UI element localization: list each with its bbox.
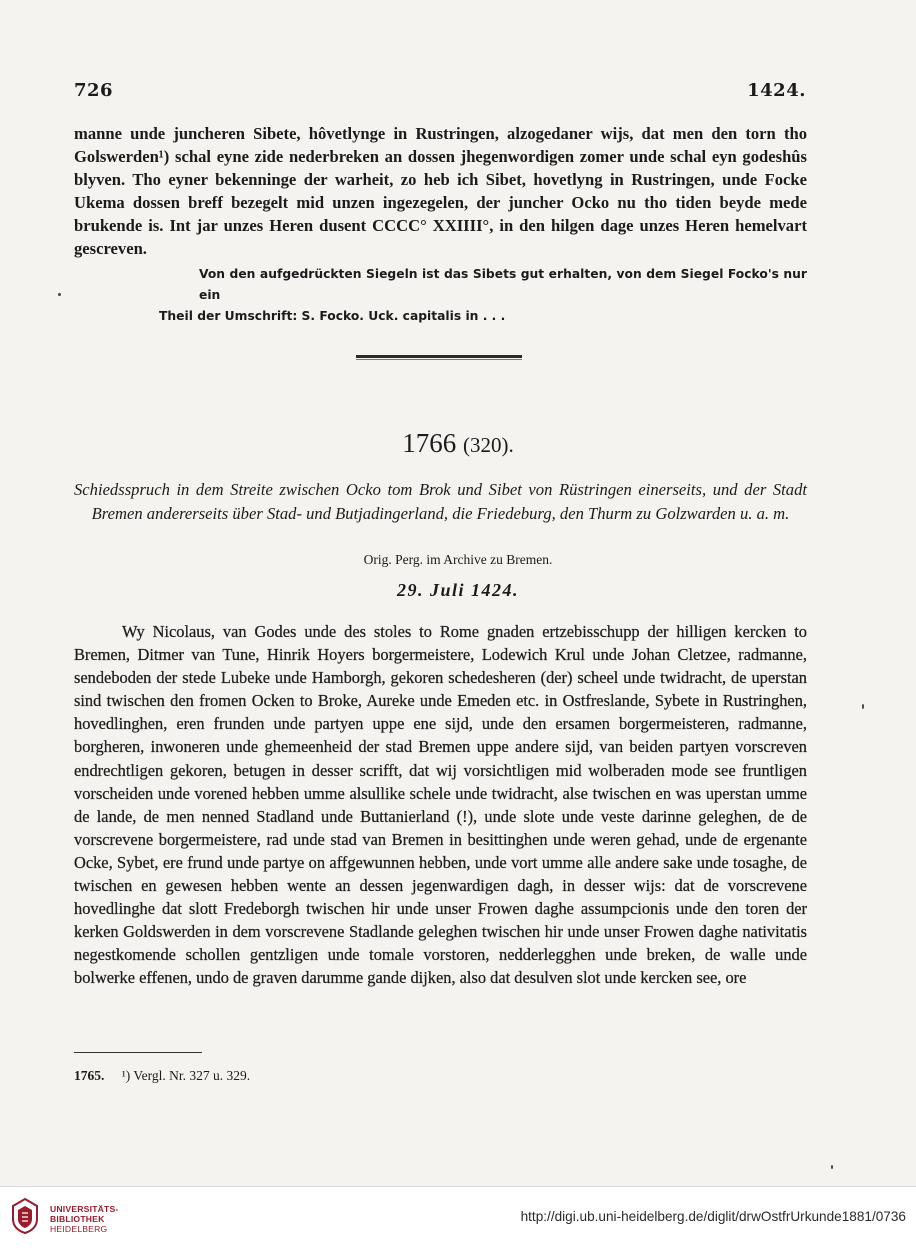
library-name-line-2: BIBLIOTHEK [50,1214,105,1224]
footnote-text: ¹) Vergl. Nr. 327 u. 329. [121,1068,251,1083]
section-separator [356,355,522,358]
seal-note-line-2: Theil der Umschrift: S. Focko. Uck. capitalis in . . . [159,309,506,323]
footnote [74,1068,250,1084]
library-name-line-1: UNIVERSITÄTS- [50,1204,119,1214]
scan-speck [862,704,864,709]
document-source: Orig. Perg. im Archive zu Bremen. [363,552,553,567]
document-number [0,428,916,459]
document-number-alt: (320). [463,433,514,457]
document-summary: Schiedsspruch in dem Streite zwischen Ocko tom Brok und Sibet von Rüstringen einerseits, und der Stadt Bremen andererseits über Stad- und Butjadingerland, die Friedeburg, den Thurm zu Golzwarden u. a. m. [74,480,807,523]
document-number-main: 1766 [402,428,457,458]
permalink-url[interactable]: http://digi.ub.uni-heidelberg.de/diglit/drwOstfrUrkunde1881/0736 [520,1209,906,1224]
seal-note [74,264,807,327]
page-number: 726 [74,80,114,101]
library-name [50,1204,119,1234]
library-name-line-3: HEIDELBERG [50,1224,108,1234]
footnote-rule [74,1052,202,1053]
library-seal-icon [10,1197,40,1235]
viewer-footer [0,1186,916,1251]
main-paragraph: Wy Nicolaus, van Godes unde des stoles to Rome gnaden ertzebisschupp der hilligen kercken to Bremen, Ditmer van Tune, Hinrik Hoyers borgermeistere, Lodewich Krul unde Johan Cletzee, radmanne, sendeboden der stede Lubeke unde Hamborgh, gekoren schedesheren (der) scheel unde twidracht, de uperstan sind twischen den fromen Ocken to Broke, Aureke unde Emeden etc. in Ostfreslande, Sybete in Rustringhen, hovedlinghen, eren frunden unde partyen uppe ene sijd, unde den ersamen borgermeisteren, radmanne, borgheren, inwoneren unde ghemeenheid der stad Bremen uppe andere sijd, van beiden partyen vorscreven endrechtligen gekoren, betugen in desser scrifft, dat wij vorsichtligen mid wolberaden mode see fruntligen vorscheiden unde vorened hebben umme alsullike schele unde twidracht, alse twischen en was uperstan umme de lande, de men nenned Stadland unde Buttanierland (!), unde slote unde veste darinne geleghen, de de vorscrevene borgermeistere, rad unde stad van Bremen in besittinghen unde weren gehad, unde de ergenante Ocke, Sybet, ere frund unde partye on affgewunnen hebben, unde vort umme alle andere sake unde tosaghe, de twischen en gewesen hebben wente an dessen jegenwardigen dagh, in desser wijs: dat de vorscrevene hovedlinghe dat slott Fredeborgh twischen hir unde unser Frowen daghe assumpcionis unde den toren der kerken Goldswerden in dem vorscrevene Stadlande geleghen twischen hir unde unser Frowen daghe nativitatis negestkomende schollen gentzligen unde tomale vorstoren, nedderlegghen unde breken, de walle unde bolwerke effenen, undo de graven darumme gande dijken, also dat desulven slot unde kercken see, ore [74,622,807,988]
scan-speck [831,1165,833,1169]
top-paragraph: manne unde juncheren Sibete, hôvetlynge in Rustringen, alzogedaner wijs, dat men den torn tho Golswerden¹) schal eyne zide nederbreken an dossen jhegenwordigen zomer unde schal eyn godeshûs blyven. Tho eyner bekenninge der warheit, zo heb ich Sibet, hovetlyng in Rustringen, unde Focke Ukema dossen breff bezegelt mid unzen ingezegelen, der juncher Ocko nu tho tiden beyde mede brukende is. Int jar unzes Heren dusent CCCC° XXIIII°, in den hilgen dage unzes Heren hemelvart gescreven. [74,124,807,258]
footnote-doc-id: 1765. [74,1068,105,1083]
document-date: 29. Juli 1424. [396,580,519,600]
page-year-header: 1424. [747,80,806,101]
scan-speck [58,293,61,296]
seal-note-line-1: Von den aufgedrückten Siegeln ist das Sibets gut erhalten, von dem Siegel Focko's nur ein [199,267,807,302]
